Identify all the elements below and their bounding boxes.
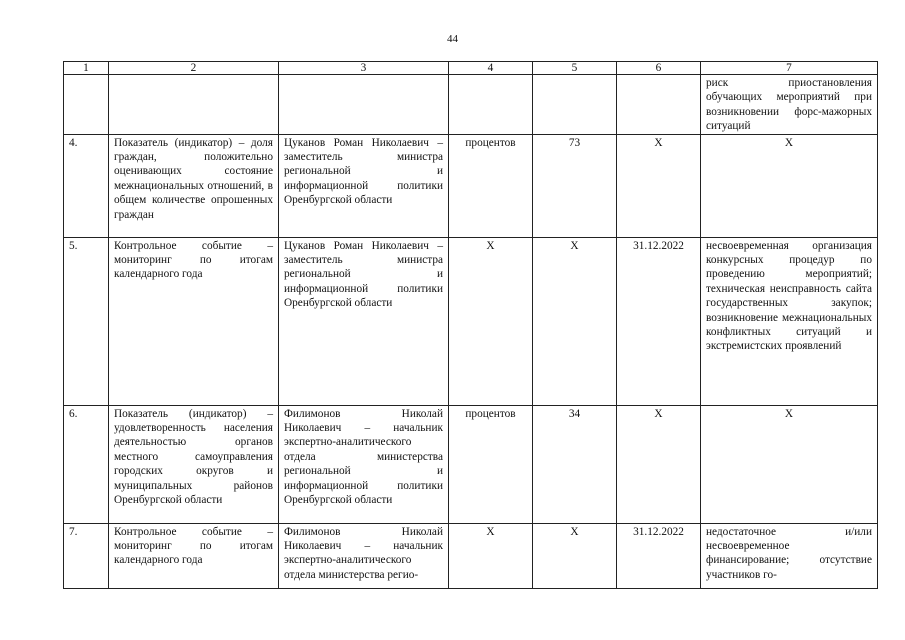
- row-unit: Х: [449, 523, 533, 588]
- row-value: Х: [533, 237, 617, 405]
- row-risk: недостаточное и/или несвоевременное финансирование; отсутствие участников го-: [701, 523, 878, 588]
- row-risk: несвоевременная организация конкурсных процедур по проведению мероприятий; техническая неисправность сайта государственных закупок; возникновение межнациональных конфликтных ситуаций и экстремистских проявлений: [701, 237, 878, 405]
- page-number: 44: [447, 33, 458, 45]
- table-row: [64, 523, 878, 588]
- row-unit: процентов: [449, 134, 533, 237]
- row-name: Контрольное событие – мониторинг по итогам календарного года: [109, 523, 279, 588]
- row-responsible: Филимонов Николай Николаевич – начальник экспертно-аналитического отдела министерства регио-: [279, 523, 449, 588]
- column-header: 5: [533, 62, 617, 75]
- column-header: 1: [64, 62, 109, 75]
- row-unit: Х: [449, 237, 533, 405]
- column-header: 6: [617, 62, 701, 75]
- row-date: 31.12.2022: [617, 237, 701, 405]
- row-unit: [449, 75, 533, 135]
- row-responsible: Цуканов Роман Николаевич – заместитель министра региональной и информационной политики Оренбургской области: [279, 134, 449, 237]
- row-number: 7.: [64, 523, 109, 588]
- row-risk: риск приостановления обучающих мероприятий при возникновении форс-мажорных ситуаций: [701, 75, 878, 135]
- table-header-row: [64, 62, 878, 75]
- row-number: 4.: [64, 134, 109, 237]
- row-name: [109, 75, 279, 135]
- table-row: [64, 237, 878, 405]
- row-risk: Х: [701, 405, 878, 523]
- row-date: [617, 75, 701, 135]
- row-date: Х: [617, 405, 701, 523]
- row-risk: Х: [701, 134, 878, 237]
- document-table: [63, 61, 878, 589]
- row-number: [64, 75, 109, 135]
- row-value: Х: [533, 523, 617, 588]
- table-row: [64, 134, 878, 237]
- row-number: 6.: [64, 405, 109, 523]
- row-date: Х: [617, 134, 701, 237]
- row-value: 34: [533, 405, 617, 523]
- row-responsible: Цуканов Роман Николаевич – заместитель министра региональной и информационной политики Оренбургской области: [279, 237, 449, 405]
- row-unit: процентов: [449, 405, 533, 523]
- row-value: 73: [533, 134, 617, 237]
- row-date: 31.12.2022: [617, 523, 701, 588]
- table-row: [64, 75, 878, 135]
- column-header: 7: [701, 62, 878, 75]
- column-header: 4: [449, 62, 533, 75]
- row-name: Показатель (индикатор) – доля граждан, положительно оценивающих состояние межнациональных отношений, в общем количестве опрошенных граждан: [109, 134, 279, 237]
- column-header: 2: [109, 62, 279, 75]
- row-number: 5.: [64, 237, 109, 405]
- table-row: [64, 405, 878, 523]
- row-responsible: [279, 75, 449, 135]
- row-value: [533, 75, 617, 135]
- row-responsible: Филимонов Николай Николаевич – начальник экспертно-аналитического отдела министерства региональной и информационной политики Оренбургской области: [279, 405, 449, 523]
- row-name: Контрольное событие – мониторинг по итогам календарного года: [109, 237, 279, 405]
- row-name: Показатель (индикатор) – удовлетворенность населения деятельностью органов местного самоуправления городских округов и муниципальных районов Оренбургской области: [109, 405, 279, 523]
- column-header: 3: [279, 62, 449, 75]
